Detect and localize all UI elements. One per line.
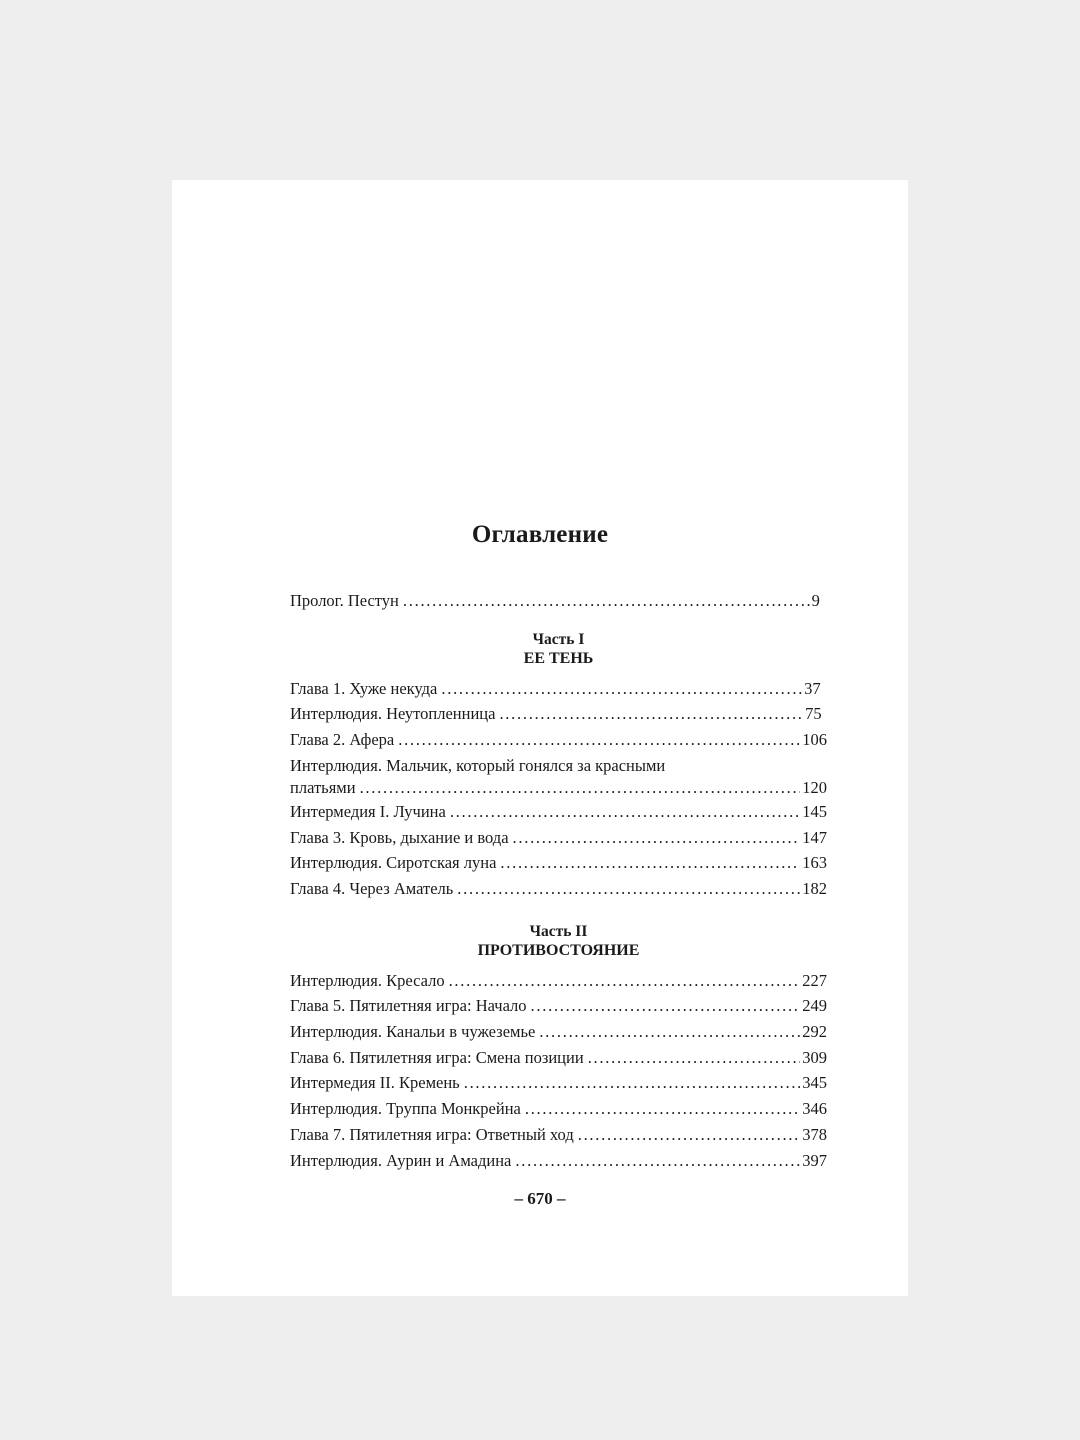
toc-entry — [290, 1148, 827, 1174]
toc-entry-label: Глава 2. Афера — [290, 730, 395, 750]
toc-entry-label: Интерлюдия. Труппа Монкрейна — [290, 1099, 521, 1119]
toc-entry — [290, 1045, 827, 1071]
toc-entry-label: Интерлюдия. Канальи в чужеземье — [290, 1022, 536, 1042]
toc-entry-page: 120 — [802, 777, 827, 797]
toc-entry-page: 147 — [802, 827, 827, 847]
toc-entry — [290, 701, 827, 727]
toc-entry-label: Глава 3. Кровь, дыхание и вода — [290, 827, 509, 847]
dot-leader — [588, 1045, 801, 1071]
toc-entry-page: 37 — [804, 678, 821, 698]
book-page — [172, 180, 908, 1296]
toc-entry — [290, 753, 827, 799]
toc-entry-page: 163 — [802, 853, 827, 873]
toc-entry-page: 249 — [802, 996, 827, 1016]
toc-entry-label-continued: платьями — [290, 777, 356, 797]
table-of-contents — [290, 588, 827, 1173]
toc-entry-page: 106 — [802, 730, 827, 750]
toc-entry-label: Интерлюдия. Сиротская луна — [290, 853, 497, 873]
part-heading-1 — [290, 630, 827, 668]
dot-leader — [464, 1070, 801, 1096]
part-heading-2 — [290, 922, 827, 960]
toc-entry-page: 182 — [802, 878, 827, 898]
toc-entry — [290, 825, 827, 851]
toc-entry — [290, 1096, 827, 1122]
toc-entry — [290, 993, 827, 1019]
dot-leader — [360, 777, 801, 799]
dot-leader — [449, 968, 801, 994]
dot-leader — [398, 727, 800, 753]
toc-entry-label: Интермедия II. Кремень — [290, 1073, 460, 1093]
toc-entry-label: Глава 5. Пятилетняя игра: Начало — [290, 996, 527, 1016]
toc-entry — [290, 727, 827, 753]
dot-leader — [403, 588, 810, 614]
part-title: ПРОТИВОСТОЯНИЕ — [477, 941, 640, 959]
toc-entry-prologue — [290, 588, 827, 614]
toc-entry-label: Интерлюдия. Неутопленница — [290, 704, 496, 724]
part-number: Часть I — [532, 630, 585, 648]
dot-leader — [515, 1148, 800, 1174]
toc-entry-page: 345 — [802, 1073, 827, 1093]
toc-entry-label: Интермедия I. Лучина — [290, 801, 446, 821]
part-title: ЕЕ ТЕНЬ — [523, 649, 594, 667]
toc-entry-label: Глава 6. Пятилетняя игра: Смена позиции — [290, 1047, 584, 1067]
toc-entry — [290, 1122, 827, 1148]
dot-leader — [450, 799, 800, 825]
toc-entry-label: Глава 7. Пятилетняя игра: Ответный ход — [290, 1124, 574, 1144]
toc-entry-page: 346 — [802, 1099, 827, 1119]
dot-leader — [441, 676, 802, 702]
toc-entry-label: Глава 1. Хуже некуда — [290, 678, 438, 698]
toc-entry-page: 292 — [802, 1022, 827, 1042]
toc-entry-label: Интерлюдия. Аурин и Амадина — [290, 1150, 512, 1170]
dot-leader — [457, 876, 800, 902]
dot-leader — [513, 825, 801, 851]
toc-entry — [290, 1019, 827, 1045]
dot-leader — [500, 850, 800, 876]
part-number: Часть II — [529, 922, 588, 940]
toc-entry-page: 378 — [802, 1124, 827, 1144]
toc-entry-page: 227 — [802, 970, 827, 990]
dot-leader — [499, 701, 803, 727]
dot-leader — [578, 1122, 801, 1148]
dot-leader — [531, 993, 801, 1019]
toc-entry-page: 397 — [802, 1150, 827, 1170]
toc-entry-page: 9 — [811, 591, 820, 610]
toc-entry — [290, 1070, 827, 1096]
page-number: – 670 – — [514, 1189, 566, 1208]
toc-entry — [290, 968, 827, 994]
toc-entry-label: Пролог. Пестун — [290, 591, 399, 610]
toc-entry-label: Интерлюдия. Мальчик, который гонялся за красными — [290, 755, 666, 775]
toc-entry — [290, 799, 827, 825]
toc-entry-page: 75 — [805, 704, 822, 724]
toc-entry-label: Интерлюдия. Кресало — [290, 970, 445, 990]
toc-entry — [290, 850, 827, 876]
dot-leader — [539, 1019, 800, 1045]
toc-entry — [290, 676, 827, 702]
toc-entry-page: 145 — [802, 801, 827, 821]
toc-entry-label: Глава 4. Через Аматель — [290, 878, 454, 898]
dot-leader — [525, 1096, 800, 1122]
page-title: Оглавление — [471, 521, 609, 548]
toc-entry-page: 309 — [802, 1047, 827, 1067]
toc-entry — [290, 876, 827, 902]
